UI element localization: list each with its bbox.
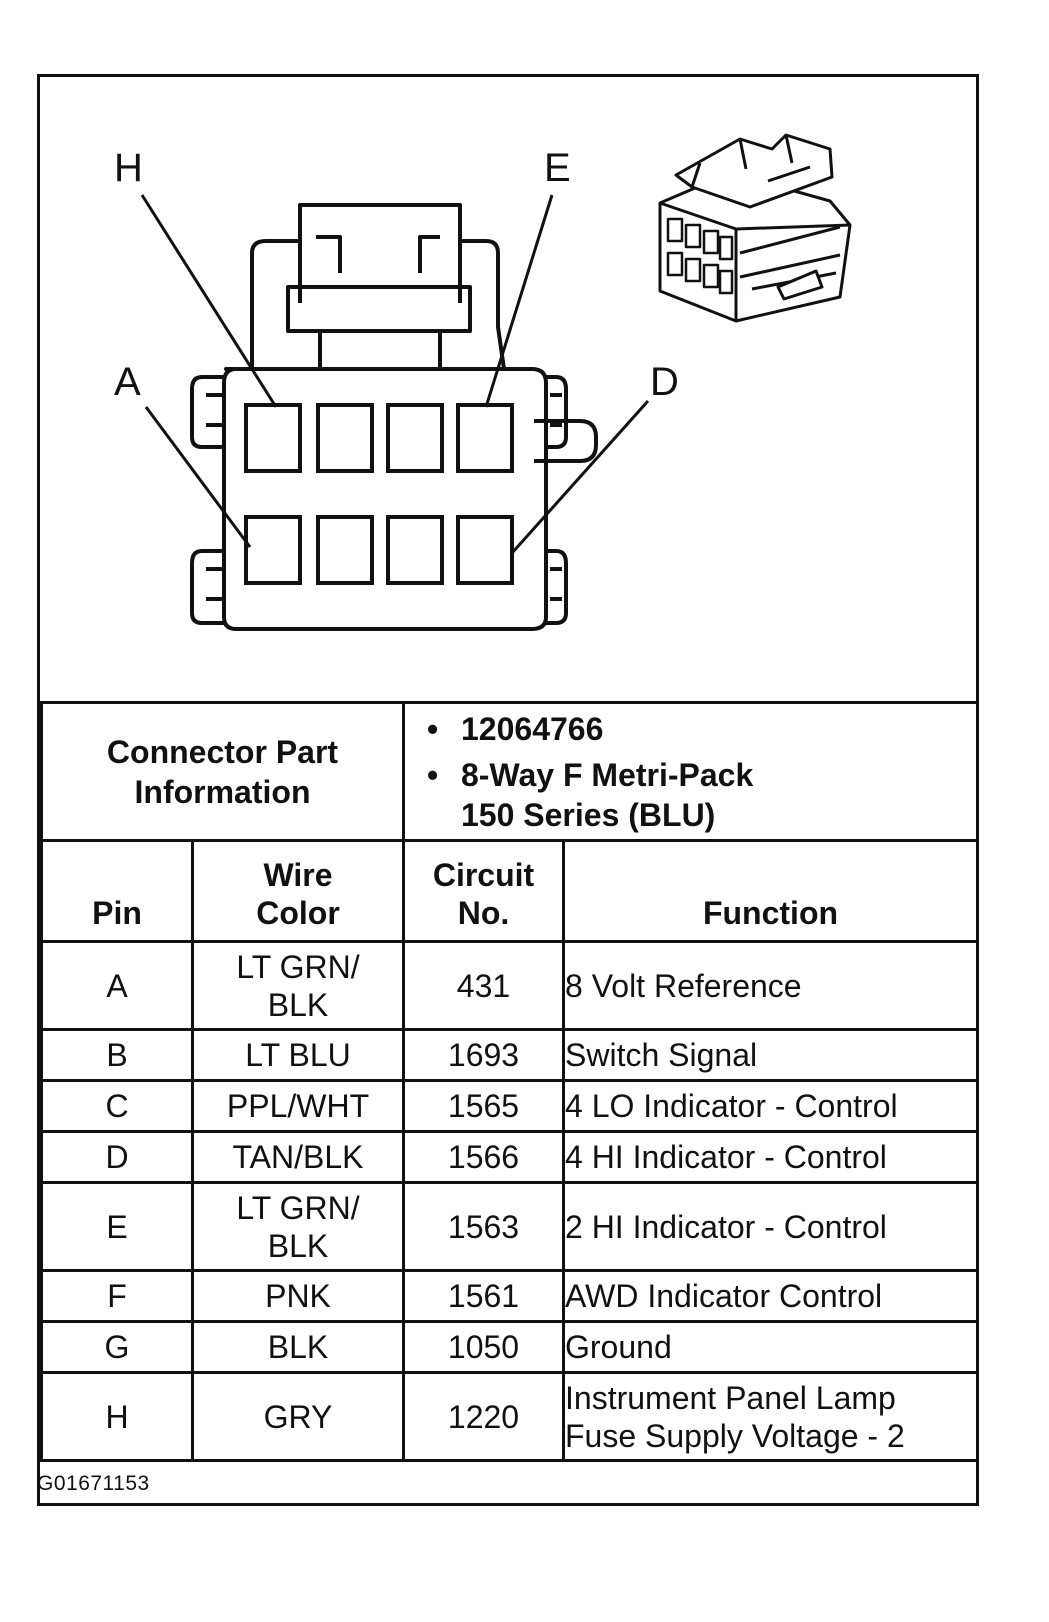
leader-d [512, 401, 648, 553]
wire-color-cell: PPL/WHT [193, 1081, 404, 1132]
cavity-d [458, 517, 512, 583]
left-ear-bottom-detail [206, 569, 224, 599]
function-cell: 4 HI Indicator - Control [564, 1132, 978, 1183]
cavity-c [388, 517, 442, 583]
connector-part-info-table [40, 701, 979, 842]
pin-cell: H [42, 1373, 193, 1461]
table-header-row [42, 841, 978, 942]
latch-stem [320, 331, 440, 369]
connector-figure-frame [37, 74, 979, 1506]
circuit-cell: 1693 [404, 1030, 564, 1081]
pin-cell: B [42, 1030, 193, 1081]
connector-face-diagram [40, 77, 976, 701]
circuit-cell: 431 [404, 942, 564, 1030]
latch-bar [288, 287, 470, 331]
connector-body [224, 369, 546, 629]
right-ear-top [546, 377, 566, 447]
header-wire-color: Wire Color [193, 841, 404, 942]
wire-color-cell: LT GRN/ BLK [193, 1183, 404, 1271]
pin-label-e: E [544, 146, 571, 190]
wire-color-cell: TAN/BLK [193, 1132, 404, 1183]
pin-label-h: H [114, 146, 143, 190]
cavity-row-top [246, 405, 512, 471]
connector-isometric-icon [660, 135, 850, 321]
function-cell: 2 HI Indicator - Control [564, 1183, 978, 1271]
left-ear-top-detail [206, 395, 224, 425]
pin-label-d: D [650, 360, 679, 404]
circuit-cell: 1563 [404, 1183, 564, 1271]
table-row [42, 1322, 978, 1373]
connector-description-line2: 150 Series (BLU) [461, 796, 716, 833]
leader-a [146, 407, 250, 547]
cavity-e [458, 405, 512, 471]
latch-detail [316, 237, 440, 273]
function-cell: 8 Volt Reference [564, 942, 978, 1030]
part-number: 12064766 [461, 710, 604, 747]
table-row [42, 1373, 978, 1461]
header-function: Function [564, 841, 978, 942]
right-ear-bottom-detail [550, 569, 562, 599]
header-pin: Pin [42, 841, 193, 942]
pin-cell: E [42, 1183, 193, 1271]
connector-description-line1: 8-Way F Metri-Pack [461, 756, 754, 793]
function-cell: Instrument Panel Lamp Fuse Supply Voltage - 2 [564, 1373, 978, 1461]
function-cell: Switch Signal [564, 1030, 978, 1081]
table-row [42, 1081, 978, 1132]
figure-id: G01671153 [37, 1472, 150, 1495]
circuit-cell: 1050 [404, 1322, 564, 1373]
bullet-icon: • [427, 710, 439, 747]
table-row [42, 1271, 978, 1322]
circuit-cell: 1220 [404, 1373, 564, 1461]
pin-cell: D [42, 1132, 193, 1183]
wire-color-cell: LT GRN/ BLK [193, 942, 404, 1030]
header-circuit-no: Circuit No. [404, 841, 564, 942]
connector-part-info-label: Connector Part Information [42, 703, 404, 841]
right-ear-bottom [546, 551, 566, 623]
circuit-cell: 1566 [404, 1132, 564, 1183]
function-cell: 4 LO Indicator - Control [564, 1081, 978, 1132]
cavity-g [318, 405, 372, 471]
pin-label-a: A [114, 360, 141, 404]
cavity-h [246, 405, 300, 471]
cavity-row-bottom [246, 517, 512, 583]
wire-color-cell: PNK [193, 1271, 404, 1322]
cavity-b [318, 517, 372, 583]
circuit-cell: 1561 [404, 1271, 564, 1322]
function-cell: AWD Indicator Control [564, 1271, 978, 1322]
table-row [42, 1183, 978, 1271]
pin-cell: A [42, 942, 193, 1030]
table-row [42, 1030, 978, 1081]
table-row [42, 942, 978, 1030]
connector-part-info-value [404, 703, 978, 841]
pin-cell: F [42, 1271, 193, 1322]
wire-color-cell: LT BLU [193, 1030, 404, 1081]
table-row [42, 1132, 978, 1183]
cavity-a [246, 517, 300, 583]
cavity-f [388, 405, 442, 471]
pin-cell: C [42, 1081, 193, 1132]
pin-cell: G [42, 1322, 193, 1373]
wire-color-cell: BLK [193, 1322, 404, 1373]
left-ear-bottom [192, 551, 224, 623]
connector-drawing [40, 77, 976, 701]
pin-assignment-table [40, 839, 979, 1462]
bullet-icon: • [427, 756, 439, 793]
function-cell: Ground [564, 1322, 978, 1373]
wire-color-cell: GRY [193, 1373, 404, 1461]
left-ear-top [192, 377, 224, 447]
circuit-cell: 1565 [404, 1081, 564, 1132]
